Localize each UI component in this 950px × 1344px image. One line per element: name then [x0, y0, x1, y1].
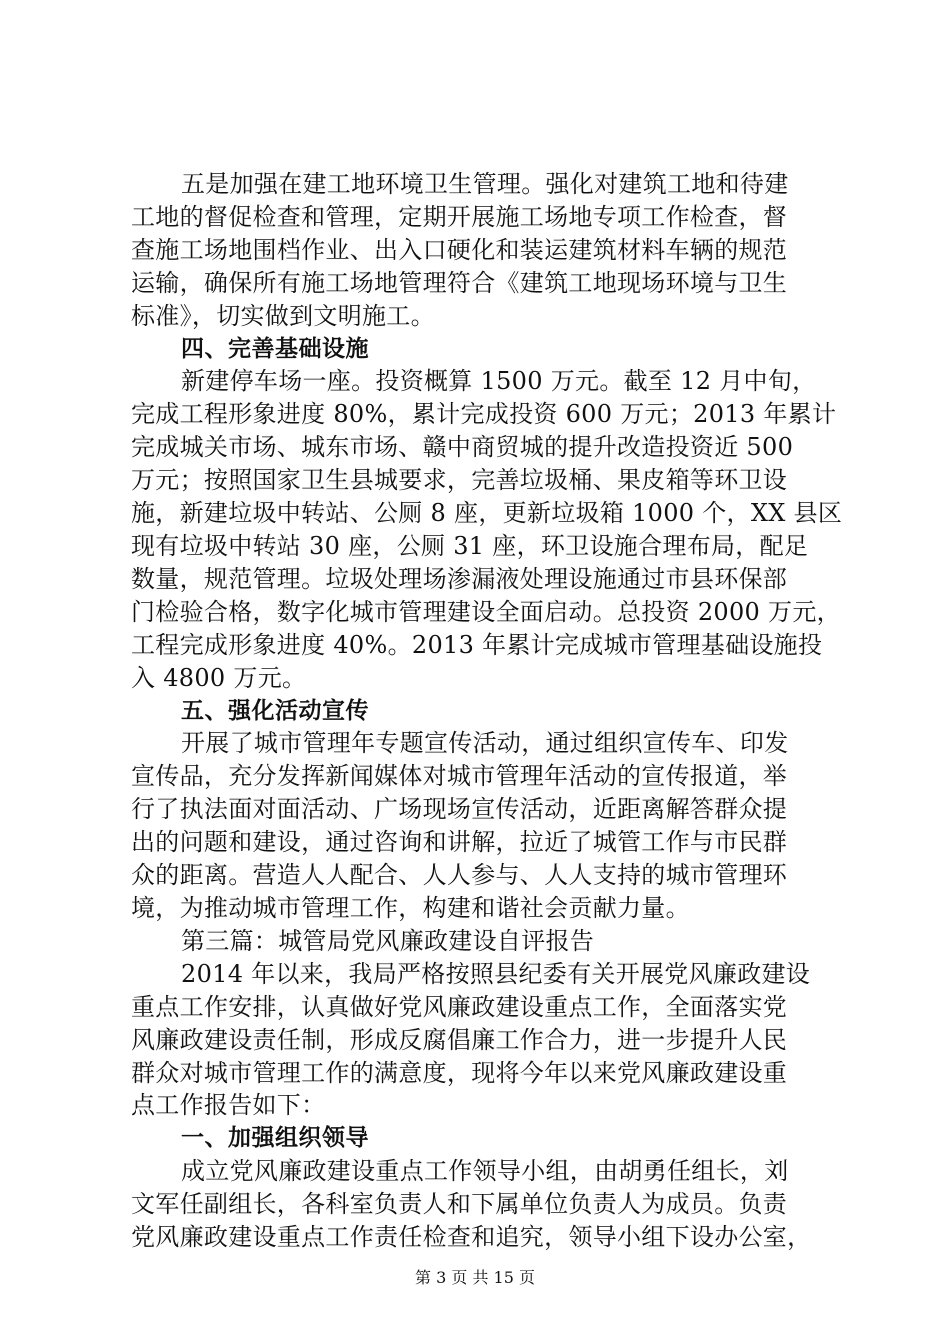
paragraph-line: 行了执法面对面活动、广场现场宣传活动，近距离解答群众提 — [131, 795, 788, 823]
paragraph-line: 查施工场地围档作业、出入口硬化和装运建筑材料车辆的规范 — [131, 236, 788, 264]
section-heading: 四、完善基础设施 — [181, 336, 369, 362]
paragraph-line: 五是加强在建工地环境卫生管理。强化对建筑工地和待建 — [181, 170, 789, 198]
paragraph-line: 工地的督促检查和管理，定期开展施工场地专项工作检查，督 — [131, 203, 788, 231]
section-heading: 一、加强组织领导 — [181, 1125, 369, 1151]
paragraph-line: 运输，确保所有施工场地管理符合《建筑工地现场环境与卫生 — [131, 269, 788, 297]
paragraph-line: 现有垃圾中转站 30 座，公厕 31 座，环卫设施合理布局，配足 — [131, 532, 809, 560]
paragraph-line: 众的距离。营造人人配合、人人参与、人人支持的城市管理环 — [131, 861, 788, 889]
paragraph-line: 新建停车场一座。投资概算 1500 万元。截至 12 月中旬， — [181, 367, 817, 395]
paragraph-line: 完成工程形象进度 80%，累计完成投资 600 万元；2013 年累计 — [131, 400, 837, 428]
paragraph-line: 数量，规范管理。垃圾处理场渗漏液处理设施通过市县环保部 — [131, 565, 788, 593]
paragraph-line: 出的问题和建设，通过咨询和讲解，拉近了城管工作与市民群 — [131, 828, 788, 856]
paragraph-line: 完成城关市场、城东市场、赣中商贸城的提升改造投资近 500 — [131, 433, 794, 461]
paragraph-line: 宣传品，充分发挥新闻媒体对城市管理年活动的宣传报道，举 — [131, 762, 788, 790]
paragraph-line: 重点工作安排，认真做好党风廉政建设重点工作，全面落实党 — [131, 993, 788, 1021]
chapter-title: 第三篇：城管局党风廉政建设自评报告 — [181, 927, 595, 955]
paragraph-line: 门检验合格，数字化城市管理建设全面启动。总投资 2000 万元， — [131, 598, 841, 626]
paragraph-line: 风廉政建设责任制，形成反腐倡廉工作合力，进一步提升人民 — [131, 1026, 788, 1054]
paragraph-line: 工程完成形象进度 40%。2013 年累计完成城市管理基础设施投 — [131, 631, 823, 659]
paragraph-line: 群众对城市管理工作的满意度，现将今年以来党风廉政建设重 — [131, 1059, 788, 1087]
paragraph-line: 文军任副组长，各科室负责人和下属单位负责人为成员。负责 — [131, 1190, 788, 1218]
paragraph-line: 2014 年以来，我局严格按照县纪委有关开展党风廉政建设 — [181, 960, 811, 988]
paragraph-line: 标准》，切实做到文明施工。 — [131, 302, 435, 330]
paragraph-line: 成立党风廉政建设重点工作领导小组，由胡勇任组长，刘 — [181, 1157, 789, 1185]
section-heading: 五、强化活动宣传 — [181, 698, 369, 724]
paragraph-line: 点工作报告如下： — [131, 1091, 326, 1119]
paragraph-line: 开展了城市管理年专题宣传活动，通过组织宣传车、印发 — [181, 729, 789, 757]
paragraph-line: 施，新建垃圾中转站、公厕 8 座，更新垃圾箱 1000 个，XX 县区 — [131, 499, 843, 527]
paragraph-line: 党风廉政建设重点工作责任检查和追究，领导小组下设办公室， — [131, 1223, 812, 1251]
paragraph-line: 入 4800 万元。 — [131, 664, 307, 692]
page-footer: 第 3 页 共 15 页 — [415, 1268, 535, 1287]
paragraph-line: 境，为推动城市管理工作，构建和谐社会贡献力量。 — [131, 894, 690, 922]
paragraph-line: 万元；按照国家卫生县城要求，完善垃圾桶、果皮箱等环卫设 — [131, 466, 788, 494]
